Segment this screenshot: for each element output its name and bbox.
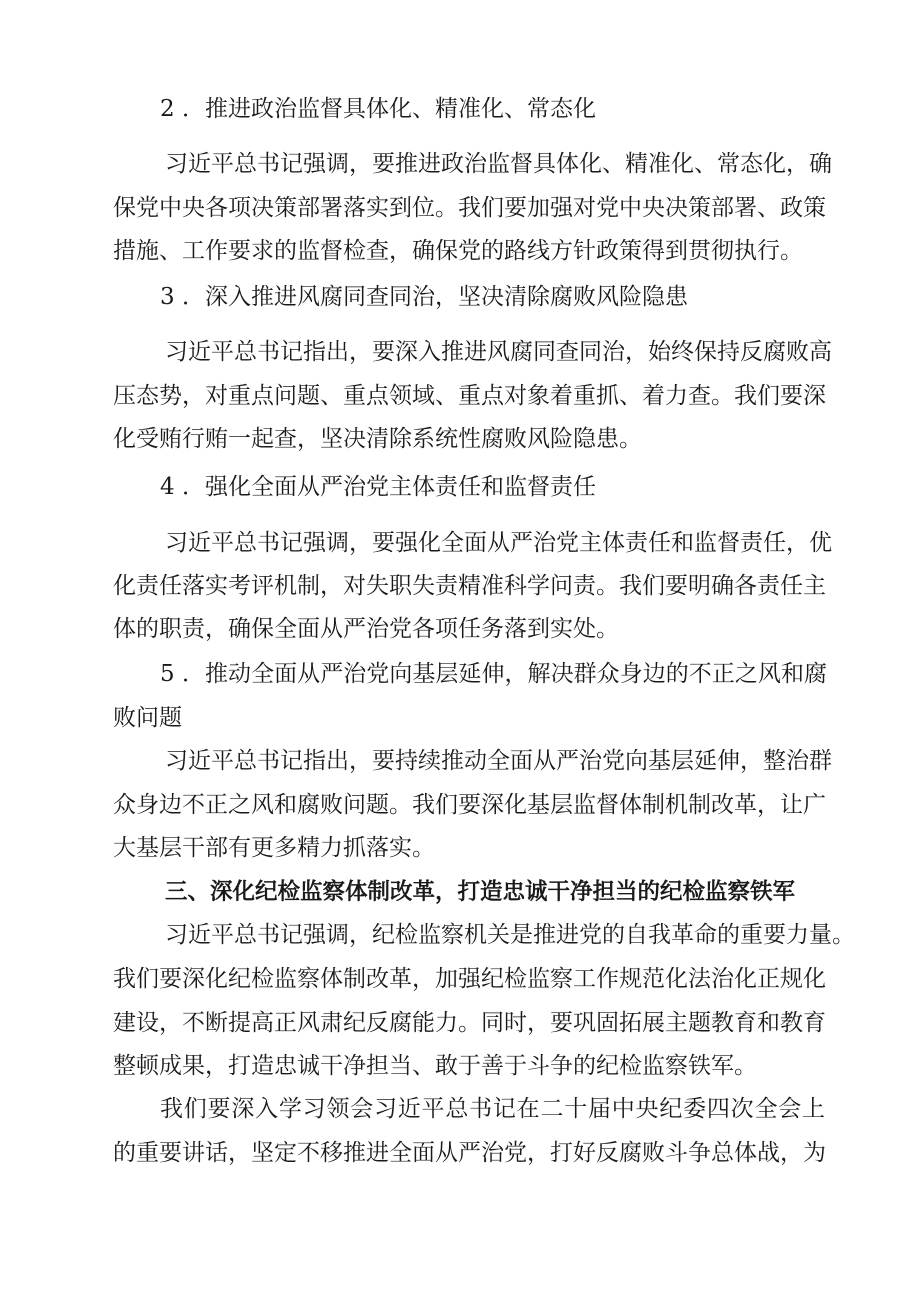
paragraph-3-line-2: 压态势，对重点问题、重点领域、重点对象着重抓、着力查。我们要深 [113,383,826,409]
paragraph-5-line-2: 众身边不正之风和腐败问题。我们要深化基层监督体制机制改革，让广 [113,792,826,818]
paragraph-6-line-1: 习近平总书记强调，纪检监察机关是推进党的自我革命的重要力量。 [165,922,855,948]
paragraph-6-line-4: 整顿成果，打造忠诚干净担当、敢于善于斗争的纪检监察铁军。 [113,1053,757,1079]
paragraph-4-line-2: 化责任落实考评机制，对失职失责精准科学问责。我们要明确各责任主 [113,573,826,599]
paragraph-4-line-1: 习近平总书记强调，要强化全面从严治党主体责任和监督责任，优 [165,530,832,556]
paragraph-5-line-1: 习近平总书记指出，要持续推动全面从严治党向基层延伸，整治群 [165,748,832,774]
paragraph-6-line-2: 我们要深化纪检监察体制改革，加强纪检监察工作规范化法治化正规化 [113,966,826,992]
paragraph-2-line-2: 保党中央各项决策部署落实到位。我们要加强对党中央决策部署、政策 [113,195,826,221]
heading-2: 2 ．推进政治监督具体化、精准化、常态化 [160,96,596,122]
heading-5-line-2: 败问题 [113,705,182,731]
paragraph-7-line-1: 我们要深入学习领会习近平总书记在二十届中央纪委四次全会上 [160,1096,825,1122]
heading-3: 3 ．深入推进风腐同查同治，坚决清除腐败风险隐患 [160,284,688,310]
section-three-heading: 三、深化纪检监察体制改革，打造忠诚干净担当的纪检监察铁军 [165,879,796,905]
heading-4: 4 ．强化全面从严治党主体责任和监督责任 [160,474,596,500]
paragraph-6-line-3: 建设，不断提高正风肃纪反腐能力。同时，要巩固拓展主题教育和教育 [113,1010,826,1036]
paragraph-7-line-2: 的重要讲话，坚定不移推进全面从严治党，打好反腐败斗争总体战，为 [113,1140,826,1166]
paragraph-3-line-3: 化受贿行贿一起查，坚决清除系统性腐败风险隐患。 [113,426,642,452]
paragraph-5-line-3: 大基层干部有更多精力抓落实。 [113,835,435,861]
paragraph-2-line-3: 措施、工作要求的监督检查，确保党的路线方针政策得到贯彻执行。 [113,238,803,264]
heading-5-line-1: 5 ．推动全面从严治党向基层延伸，解决群众身边的不正之风和腐 [160,661,827,687]
paragraph-4-line-3: 体的职责，确保全面从严治党各项任务落到实处。 [113,616,619,642]
paragraph-2-line-1: 习近平总书记强调，要推进政治监督具体化、精准化、常态化，确 [165,151,832,177]
paragraph-3-line-1: 习近平总书记指出，要深入推进风腐同查同治，始终保持反腐败高 [165,339,832,365]
